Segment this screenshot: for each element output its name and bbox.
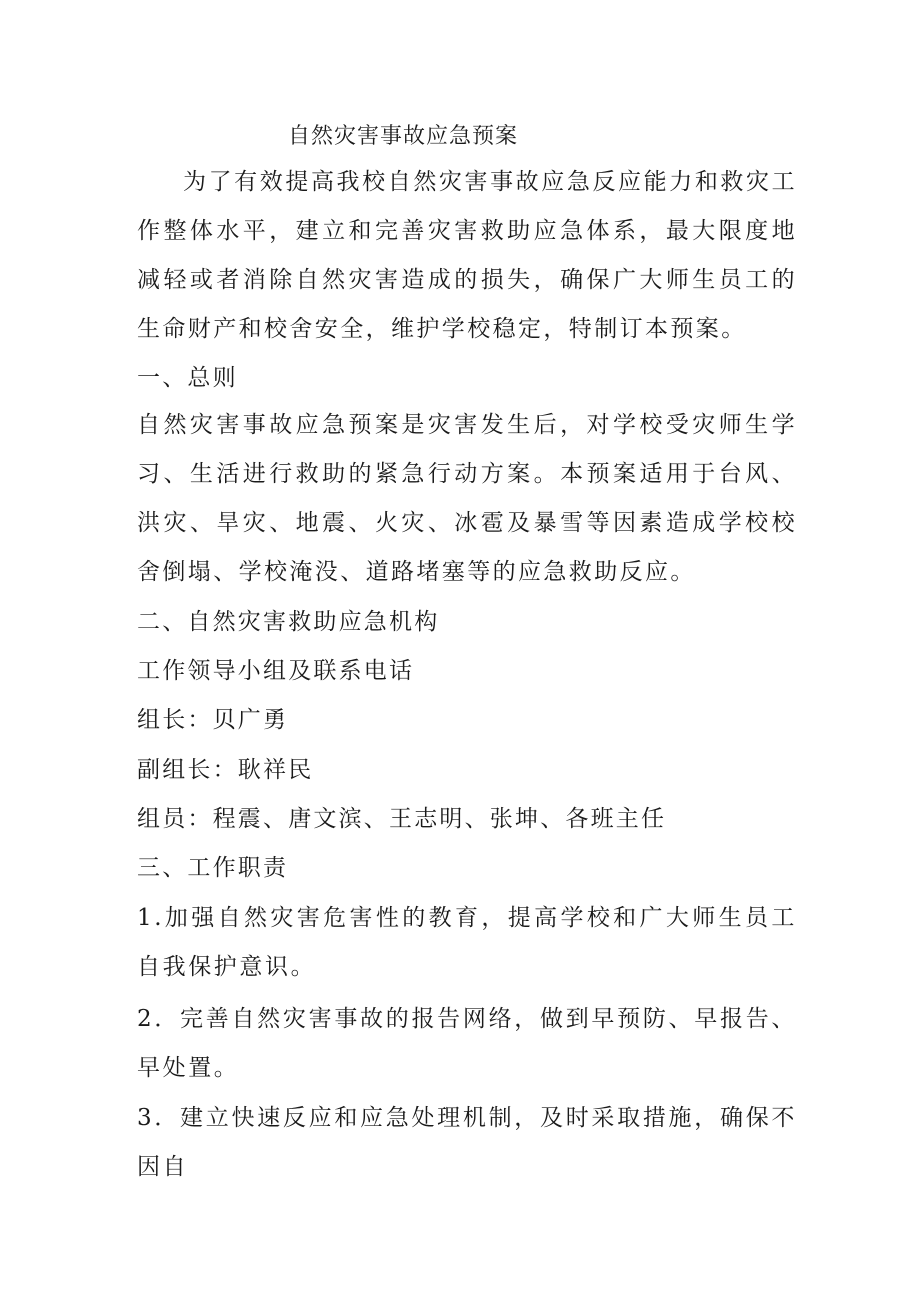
section2-heading: 二、自然灾害救助应急机构 — [137, 609, 440, 635]
leader-line: 组长：贝广勇 — [137, 707, 289, 733]
leadership-title: 工作领导小组及联系电话 — [137, 658, 415, 684]
duty-item-3: 3．建立快速反应和应急处理机制，及时采取措施，确保不因自 — [137, 1105, 797, 1180]
document-title: 自然灾害事故应急预案 — [288, 124, 519, 149]
duty-item-1: 1.加强自然灾害危害性的教育，提高学校和广大师生员工自我保护意识。 — [137, 905, 797, 980]
intro-paragraph: 为了有效提高我校自然灾害事故应急反应能力和救灾工作整体水平，建立和完善灾害救助应急体系，最大限度地减轻或者消除自然灾害造成的损失，确保广大师生员工的生命财产和校舍安全，维护学校稳定，特制订本预案。 — [137, 169, 797, 342]
deputy-leader-line: 副组长：耿祥民 — [137, 757, 314, 783]
section3-heading: 三、工作职责 — [137, 855, 289, 881]
duty-item-2: 2．完善自然灾害事故的报告网络，做到早预防、早报告、早处置。 — [137, 1006, 797, 1081]
section1-body: 自然灾害事故应急预案是灾害发生后，对学校受灾师生学习、生活进行救助的紧急行动方案。本预案适用于台风、洪灾、旱灾、地震、火灾、冰雹及暴雪等因素造成学校校舍倒塌、学校淹没、道路堵塞等的应急救助反应。 — [137, 412, 797, 585]
section1-heading: 一、总则 — [137, 365, 238, 391]
members-line: 组员：程震、唐文滨、王志明、张坤、各班主任 — [137, 806, 667, 832]
